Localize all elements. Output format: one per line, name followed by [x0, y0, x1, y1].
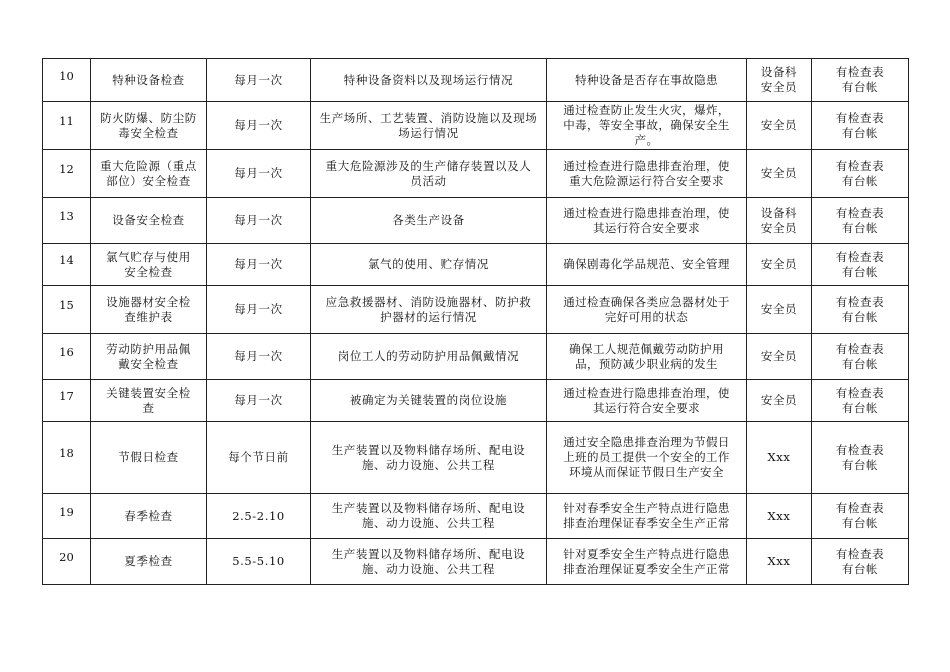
inspection-scope-cell [311, 539, 547, 585]
inspection-frequency-cell [207, 334, 311, 380]
inspection-item: 特种设备检查 [112, 72, 185, 87]
row-number-cell [43, 539, 91, 585]
inspection-frequency-cell [207, 150, 311, 198]
responsible-person-cell [747, 422, 812, 494]
inspection-requirement-cell [547, 102, 747, 150]
inspection-scope-cell [311, 494, 547, 539]
inspection-item-cell [91, 150, 207, 198]
responsible-person-cell [747, 244, 812, 286]
inspection-item: 设备安全检查 [112, 213, 185, 227]
inspection-scope-cell [311, 150, 547, 198]
inspection-frequency-cell [207, 286, 311, 334]
inspection-item-cell [91, 494, 207, 539]
inspection-frequency-cell [207, 539, 311, 585]
inspection-scope-cell [311, 198, 547, 244]
inspection-frequency-cell [207, 102, 311, 150]
responsible-person-cell [747, 494, 812, 539]
inspection-record: 有检查表 有台帐 [835, 205, 885, 235]
inspection-record-cell [812, 334, 909, 380]
row-number: 13 [59, 209, 74, 223]
inspection-item-cell [91, 334, 207, 380]
inspection-scope: 应急救援器材、消防设施器材、防护救 护器材的运行情况 [325, 294, 532, 324]
inspection-item-cell [91, 380, 207, 422]
row-number-cell [43, 334, 91, 380]
table-row [43, 494, 909, 539]
inspection-frequency: 2.5-2.10 [232, 508, 285, 523]
table-row [43, 244, 909, 286]
inspection-item: 春季检查 [124, 508, 173, 523]
inspection-record: 有检查表 有台帐 [835, 385, 885, 415]
table-row [43, 286, 909, 334]
inspection-record-cell [812, 59, 909, 102]
inspection-frequency-cell [207, 59, 311, 102]
inspection-scope: 生产场所、工艺装置、消防设施以及现场 场运行情况 [319, 110, 538, 140]
row-number: 15 [59, 298, 74, 312]
inspection-requirement: 通过安全隐患排查治理为节假日 上班的员工提供一个安全的工作 环境从而保证节假日生产安全 [563, 435, 730, 479]
row-number-cell [43, 59, 91, 102]
inspection-requirement: 确保工人规范佩戴劳动防护用 品，预防减少职业病的发生 [569, 341, 724, 371]
inspection-item: 氯气贮存与使用 安全检查 [106, 249, 191, 279]
inspection-frequency-cell [207, 422, 311, 494]
inspection-frequency: 每月一次 [234, 302, 283, 316]
table-row [43, 102, 909, 150]
inspection-item-cell [91, 59, 207, 102]
responsible-person: 安全员 [760, 393, 798, 407]
inspection-record-cell [812, 422, 909, 494]
inspection-requirement-cell [547, 150, 747, 198]
inspection-item-cell [91, 198, 207, 244]
responsible-person: 安全员 [760, 166, 798, 180]
inspection-record-cell [812, 380, 909, 422]
inspection-scope: 重大危险源涉及的生产储存装置以及人 员活动 [325, 158, 532, 188]
responsible-person: 设备科 安全员 [760, 65, 798, 94]
responsible-person-cell [747, 150, 812, 198]
inspection-record: 有检查表 有台帐 [835, 546, 885, 576]
inspection-frequency-cell [207, 198, 311, 244]
inspection-requirement-cell [547, 286, 747, 334]
inspection-scope: 特种设备资料以及现场运行情况 [343, 72, 514, 87]
inspection-item: 重大危险源（重点 部位）安全检查 [100, 158, 197, 188]
inspection-item: 夏季检查 [124, 554, 173, 568]
inspection-item: 劳动防护用品佩 戴安全检查 [106, 341, 191, 371]
inspection-frequency: 每月一次 [234, 257, 283, 271]
inspection-scope-cell [311, 286, 547, 334]
row-number: 10 [59, 68, 74, 83]
table-row [43, 422, 909, 494]
inspection-scope: 各类生产设备 [392, 213, 465, 227]
table-row [43, 59, 909, 102]
inspection-record-cell [812, 286, 909, 334]
row-number-cell [43, 494, 91, 539]
inspection-item-cell [91, 102, 207, 150]
inspection-scope: 岗位工人的劳动防护用品佩戴情况 [337, 349, 520, 363]
inspection-item: 防火防爆、防尘防 毒安全检查 [100, 110, 197, 140]
inspection-requirement-cell [547, 198, 747, 244]
inspection-frequency: 每月一次 [234, 213, 283, 227]
inspection-frequency-cell [207, 244, 311, 286]
row-number: 18 [59, 446, 74, 460]
inspection-record: 有检查表 有台帐 [835, 341, 885, 371]
inspection-item-cell [91, 244, 207, 286]
table-row [43, 539, 909, 585]
row-number: 17 [59, 389, 74, 403]
responsible-person-cell [747, 102, 812, 150]
inspection-record: 有检查表 有台帐 [835, 110, 885, 140]
inspection-scope-cell [311, 422, 547, 494]
inspection-requirement: 通过检查进行隐患排查治理，使 其运行符合安全要求 [563, 205, 730, 235]
row-number-cell [43, 380, 91, 422]
responsible-person-cell [747, 539, 812, 585]
inspection-requirement-cell [547, 334, 747, 380]
inspection-frequency: 每个节日前 [228, 450, 289, 464]
responsible-person: 安全员 [760, 118, 798, 132]
responsible-person: 设备科 安全员 [760, 205, 798, 235]
table-row [43, 150, 909, 198]
inspection-scope-cell [311, 59, 547, 102]
inspection-item-cell [91, 286, 207, 334]
inspection-frequency-cell [207, 380, 311, 422]
row-number: 11 [59, 114, 74, 128]
inspection-scope: 生产装置以及物料储存场所、配电设 施、动力设施、公共工程 [331, 546, 526, 576]
responsible-person: 安全员 [760, 257, 798, 271]
row-number-cell [43, 102, 91, 150]
inspection-requirement: 通过检查进行隐患排查治理，使 重大危险源运行符合安全要求 [563, 158, 730, 188]
row-number-cell [43, 422, 91, 494]
inspection-item-cell [91, 422, 207, 494]
inspection-requirement-cell [547, 539, 747, 585]
row-number: 20 [59, 550, 74, 564]
inspection-schedule-table [42, 58, 909, 585]
row-number: 12 [59, 162, 74, 176]
inspection-requirement: 确保剧毒化学品规范、安全管理 [563, 257, 730, 271]
inspection-item: 节假日检查 [118, 450, 179, 464]
row-number-cell [43, 150, 91, 198]
inspection-requirement: 针对春季安全生产特点进行隐患 排查治理保证春季安全生产正常 [563, 501, 730, 530]
inspection-record: 有检查表 有台帐 [835, 442, 885, 472]
inspection-item: 设施器材安全检 查维护表 [106, 294, 191, 324]
responsible-person-cell [747, 198, 812, 244]
inspection-scope-cell [311, 334, 547, 380]
inspection-scope: 被确定为关键装置的岗位设施 [349, 393, 508, 407]
inspection-scope: 氯气的使用、贮存情况 [368, 257, 489, 271]
inspection-requirement: 针对夏季安全生产特点进行隐患 排查治理保证夏季安全生产正常 [563, 546, 730, 576]
inspection-frequency: 每月一次 [234, 72, 283, 87]
inspection-frequency: 5.5-5.10 [232, 554, 285, 568]
responsible-person-cell [747, 380, 812, 422]
inspection-scope-cell [311, 380, 547, 422]
inspection-record: 有检查表 有台帐 [835, 249, 885, 279]
row-number: 16 [59, 345, 74, 359]
table-row [43, 198, 909, 244]
responsible-person: 安全员 [760, 349, 798, 363]
table-row [43, 334, 909, 380]
inspection-record: 有检查表 有台帐 [835, 158, 885, 188]
responsible-person: 安全员 [760, 302, 798, 316]
inspection-requirement-cell [547, 422, 747, 494]
inspection-record-cell [812, 150, 909, 198]
inspection-scope: 生产装置以及物料储存场所、配电设 施、动力设施、公共工程 [331, 442, 526, 472]
inspection-requirement: 通过检查进行隐患排查治理，使 其运行符合安全要求 [563, 385, 730, 415]
row-number-cell [43, 198, 91, 244]
inspection-requirement-cell [547, 244, 747, 286]
inspection-frequency-cell [207, 494, 311, 539]
table-row [43, 380, 909, 422]
inspection-requirement: 特种设备是否存在事故隐患 [575, 72, 718, 87]
inspection-scope-cell [311, 244, 547, 286]
inspection-record-cell [812, 102, 909, 150]
row-number: 19 [59, 504, 74, 519]
row-number-cell [43, 286, 91, 334]
inspection-record: 有检查表 有台帐 [835, 65, 885, 94]
inspection-requirement: 通过检查确保各类应急器材处于 完好可用的状态 [563, 294, 730, 324]
responsible-person-cell [747, 59, 812, 102]
inspection-requirement-cell [547, 494, 747, 539]
inspection-record-cell [812, 244, 909, 286]
row-number: 14 [59, 253, 74, 267]
inspection-requirement-cell [547, 59, 747, 102]
inspection-frequency: 每月一次 [234, 393, 283, 407]
inspection-record-cell [812, 494, 909, 539]
table-body [43, 59, 909, 585]
inspection-record: 有检查表 有台帐 [835, 501, 885, 530]
responsible-person: Xxx [767, 450, 791, 464]
inspection-scope: 生产装置以及物料储存场所、配电设 施、动力设施、公共工程 [331, 501, 526, 530]
inspection-requirement-cell [547, 380, 747, 422]
responsible-person: Xxx [767, 554, 791, 568]
inspection-frequency: 每月一次 [234, 166, 283, 180]
row-number-cell [43, 244, 91, 286]
inspection-record-cell [812, 539, 909, 585]
responsible-person-cell [747, 334, 812, 380]
inspection-record-cell [812, 198, 909, 244]
inspection-record: 有检查表 有台帐 [835, 294, 885, 324]
inspection-frequency: 每月一次 [234, 349, 283, 363]
inspection-item-cell [91, 539, 207, 585]
inspection-requirement: 通过检查防止发生火灾，爆炸， 中毒，等安全事故，确保安全生 产。 [563, 103, 730, 147]
inspection-item: 关键装置安全检 查 [106, 385, 191, 415]
responsible-person-cell [747, 286, 812, 334]
inspection-frequency: 每月一次 [234, 118, 283, 132]
responsible-person: Xxx [767, 508, 791, 523]
inspection-scope-cell [311, 102, 547, 150]
